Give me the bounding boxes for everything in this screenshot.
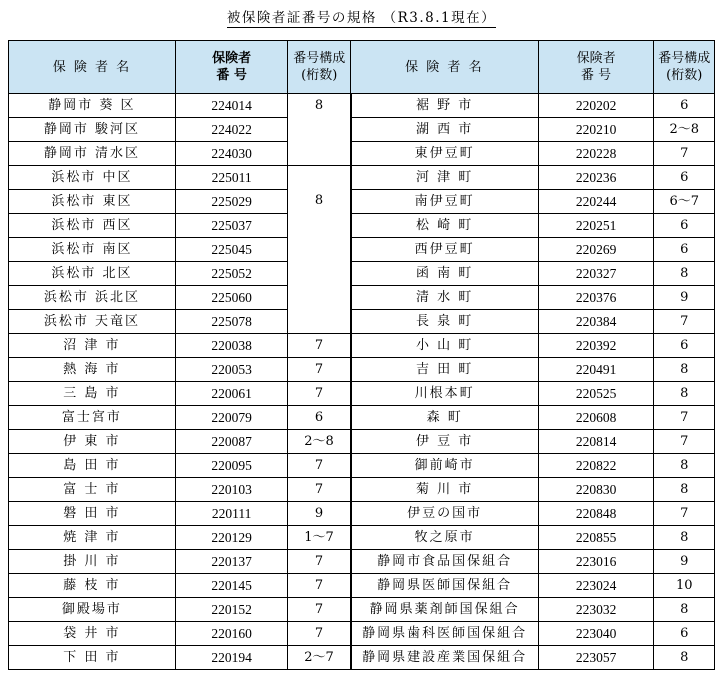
insurer-code: 224014 xyxy=(175,94,288,118)
insurer-code: 225011 xyxy=(175,166,288,190)
insurer-code-right: 223024 xyxy=(538,574,654,598)
insurer-name-right: 清 水 町 xyxy=(351,286,539,310)
insurer-name-right: 静岡市食品国保組合 xyxy=(351,550,539,574)
table-row xyxy=(9,646,715,670)
digits-count-right: 9 xyxy=(654,550,715,574)
table-row xyxy=(9,214,715,238)
digits-count-right: 8 xyxy=(654,454,715,478)
insurer-name-right: 御前崎市 xyxy=(351,454,539,478)
insurer-name-right: 河 津 町 xyxy=(351,166,539,190)
insurer-name-right: 小 山 町 xyxy=(351,334,539,358)
page-title: 被保険者証番号の規格 （R3.8.1現在） xyxy=(226,10,497,26)
insurer-name-right: 牧之原市 xyxy=(351,526,539,550)
digits-count: 7 xyxy=(288,622,351,646)
table-row xyxy=(9,406,715,430)
insurer-code: 220103 xyxy=(175,478,288,502)
digits-count: 7 xyxy=(288,550,351,574)
digits-count-right: 8 xyxy=(654,358,715,382)
insurer-code: 224030 xyxy=(175,142,288,166)
insurer-name: 富 士 市 xyxy=(9,478,176,502)
digits-count-right: 7 xyxy=(654,406,715,430)
table-row xyxy=(9,478,715,502)
table-row xyxy=(9,286,715,310)
insurer-name-right: 静岡県歯科医師国保組合 xyxy=(351,622,539,646)
digits-count-right: 8 xyxy=(654,646,715,670)
insurer-name: 島 田 市 xyxy=(9,454,176,478)
digits-count-right: 6 xyxy=(654,166,715,190)
insurer-code: 220061 xyxy=(175,382,288,406)
insurer-code-right: 220251 xyxy=(538,214,654,238)
insurer-code-right: 220848 xyxy=(538,502,654,526)
insurer-name-right: 静岡県医師国保組合 xyxy=(351,574,539,598)
insurer-code-right: 220269 xyxy=(538,238,654,262)
table-row xyxy=(9,622,715,646)
insurer-code-right: 220608 xyxy=(538,406,654,430)
table-row xyxy=(9,310,715,334)
insurer-name-right: 松 崎 町 xyxy=(351,214,539,238)
insurer-name: 磐 田 市 xyxy=(9,502,176,526)
insurer-name-right: 南伊豆町 xyxy=(351,190,539,214)
insurer-code-right: 223032 xyxy=(538,598,654,622)
digits-count-right: 7 xyxy=(654,142,715,166)
header-insurer-name-right: 保 険 者 名 xyxy=(351,41,539,94)
insurer-code-right: 220830 xyxy=(538,478,654,502)
digits-count-right: 6 xyxy=(654,238,715,262)
insurer-name: 沼 津 市 xyxy=(9,334,176,358)
insurer-code-right: 220202 xyxy=(538,94,654,118)
insurer-name: 焼 津 市 xyxy=(9,526,176,550)
insurer-name: 浜松市 天竜区 xyxy=(9,310,176,334)
digits-count-right: 8 xyxy=(654,478,715,502)
insurer-code-right: 223057 xyxy=(538,646,654,670)
insurer-name: 浜松市 西区 xyxy=(9,214,176,238)
insurer-number-table xyxy=(8,40,715,670)
insurer-name-right: 長 泉 町 xyxy=(351,310,539,334)
header-digits: 番号構成 (桁数) xyxy=(288,41,351,94)
insurer-code: 220087 xyxy=(175,430,288,454)
table-row xyxy=(9,550,715,574)
insurer-code: 225052 xyxy=(175,262,288,286)
table-row xyxy=(9,238,715,262)
digits-count-right: 6 xyxy=(654,622,715,646)
table-row xyxy=(9,526,715,550)
digits-count: 9 xyxy=(288,502,351,526)
digits-count: 7 xyxy=(288,454,351,478)
insurer-name-right: 森 町 xyxy=(351,406,539,430)
table-row xyxy=(9,142,715,166)
insurer-name: 静岡市 駿河区 xyxy=(9,118,176,142)
insurer-code-right: 220384 xyxy=(538,310,654,334)
digits-count: 2〜8 xyxy=(288,430,351,454)
insurer-name-right: 函 南 町 xyxy=(351,262,539,286)
table-row xyxy=(9,598,715,622)
insurer-code-right: 220814 xyxy=(538,430,654,454)
table-row xyxy=(9,334,715,358)
digits-count-right: 8 xyxy=(654,382,715,406)
insurer-code: 220160 xyxy=(175,622,288,646)
table-row xyxy=(9,262,715,286)
digits-count-right: 9 xyxy=(654,286,715,310)
digits-count: 1〜7 xyxy=(288,526,351,550)
insurer-code: 225029 xyxy=(175,190,288,214)
insurer-name: 三 島 市 xyxy=(9,382,176,406)
digits-count-right: 7 xyxy=(654,310,715,334)
insurer-name-right: 裾 野 市 xyxy=(351,94,539,118)
insurer-name-right: 西伊豆町 xyxy=(351,238,539,262)
insurer-code-right: 220210 xyxy=(538,118,654,142)
insurer-name: 浜松市 東区 xyxy=(9,190,176,214)
insurer-code: 220129 xyxy=(175,526,288,550)
digits-count: 2〜7 xyxy=(288,646,351,670)
insurer-name-right: 湖 西 市 xyxy=(351,118,539,142)
insurer-name: 静岡市 清水区 xyxy=(9,142,176,166)
insurer-code: 225078 xyxy=(175,310,288,334)
insurer-code: 220111 xyxy=(175,502,288,526)
insurer-name: 浜松市 北区 xyxy=(9,262,176,286)
insurer-code: 225037 xyxy=(175,214,288,238)
insurer-name: 浜松市 浜北区 xyxy=(9,286,176,310)
header-digits-right: 番号構成 (桁数) xyxy=(654,41,715,94)
table-body xyxy=(9,94,715,670)
insurer-name: 浜松市 中区 xyxy=(9,166,176,190)
insurer-code-right: 223040 xyxy=(538,622,654,646)
insurer-name: 浜松市 南区 xyxy=(9,238,176,262)
table-row xyxy=(9,382,715,406)
table-row xyxy=(9,358,715,382)
digits-merged-shizuoka: 8 xyxy=(288,94,351,166)
insurer-code: 220145 xyxy=(175,574,288,598)
digits-count-right: 8 xyxy=(654,262,715,286)
table-row xyxy=(9,430,715,454)
insurer-code-right: 220855 xyxy=(538,526,654,550)
header-insurer-code-right: 保険者 番 号 xyxy=(538,41,654,94)
insurer-name-right: 伊豆の国市 xyxy=(351,502,539,526)
digits-count: 7 xyxy=(288,478,351,502)
digits-count-right: 8 xyxy=(654,526,715,550)
header-row xyxy=(9,41,715,94)
table-row xyxy=(9,166,715,190)
digits-count: 7 xyxy=(288,334,351,358)
digits-count-right: 6 xyxy=(654,94,715,118)
insurer-code-right: 220327 xyxy=(538,262,654,286)
insurer-code: 220079 xyxy=(175,406,288,430)
digits-count-right: 7 xyxy=(654,430,715,454)
header-insurer-name: 保 険 者 名 xyxy=(9,41,176,94)
insurer-name-right: 静岡県建設産業国保組合 xyxy=(351,646,539,670)
insurer-name-right: 伊 豆 市 xyxy=(351,430,539,454)
insurer-code-right: 220822 xyxy=(538,454,654,478)
digits-count-right: 6 xyxy=(654,334,715,358)
insurer-name-right: 静岡県薬剤師国保組合 xyxy=(351,598,539,622)
digits-count-right: 8 xyxy=(654,598,715,622)
insurer-name: 静岡市 葵 区 xyxy=(9,94,176,118)
digits-count-right: 6〜7 xyxy=(654,190,715,214)
table-row xyxy=(9,94,715,118)
digits-count: 7 xyxy=(288,598,351,622)
insurer-name: 袋 井 市 xyxy=(9,622,176,646)
insurer-name: 伊 東 市 xyxy=(9,430,176,454)
insurer-name: 御殿場市 xyxy=(9,598,176,622)
digits-count: 7 xyxy=(288,382,351,406)
digits-count: 6 xyxy=(288,406,351,430)
insurer-code-right: 220392 xyxy=(538,334,654,358)
header-insurer-code: 保険者 番 号 xyxy=(175,41,288,94)
insurer-code: 220194 xyxy=(175,646,288,670)
insurer-code-right: 220244 xyxy=(538,190,654,214)
table-row xyxy=(9,118,715,142)
insurer-name-right: 川根本町 xyxy=(351,382,539,406)
insurer-code-right: 220228 xyxy=(538,142,654,166)
insurer-code-right: 220376 xyxy=(538,286,654,310)
insurer-name-right: 吉 田 町 xyxy=(351,358,539,382)
insurer-name: 下 田 市 xyxy=(9,646,176,670)
table-row xyxy=(9,190,715,214)
digits-count-right: 10 xyxy=(654,574,715,598)
table-row xyxy=(9,574,715,598)
digits-count: 7 xyxy=(288,358,351,382)
digits-count: 7 xyxy=(288,574,351,598)
insurer-name-right: 菊 川 市 xyxy=(351,478,539,502)
insurer-code: 225045 xyxy=(175,238,288,262)
insurer-code-right: 220236 xyxy=(538,166,654,190)
table-row xyxy=(9,502,715,526)
insurer-code-right: 220491 xyxy=(538,358,654,382)
digits-count-right: 6 xyxy=(654,214,715,238)
insurer-name: 掛 川 市 xyxy=(9,550,176,574)
insurer-name-right: 東伊豆町 xyxy=(351,142,539,166)
insurer-code: 220053 xyxy=(175,358,288,382)
insurer-code: 225060 xyxy=(175,286,288,310)
insurer-code: 220137 xyxy=(175,550,288,574)
insurer-name: 熱 海 市 xyxy=(9,358,176,382)
insurer-code: 220095 xyxy=(175,454,288,478)
insurer-name: 富士宮市 xyxy=(9,406,176,430)
insurer-code: 220152 xyxy=(175,598,288,622)
insurer-code: 220038 xyxy=(175,334,288,358)
insurer-name: 藤 枝 市 xyxy=(9,574,176,598)
insurer-code: 224022 xyxy=(175,118,288,142)
digits-count-right: 7 xyxy=(654,502,715,526)
digits-count-right: 2〜8 xyxy=(654,118,715,142)
digits-merged-hamamatsu: 8 xyxy=(288,166,351,334)
insurer-code-right: 223016 xyxy=(538,550,654,574)
table-row xyxy=(9,454,715,478)
insurer-code-right: 220525 xyxy=(538,382,654,406)
